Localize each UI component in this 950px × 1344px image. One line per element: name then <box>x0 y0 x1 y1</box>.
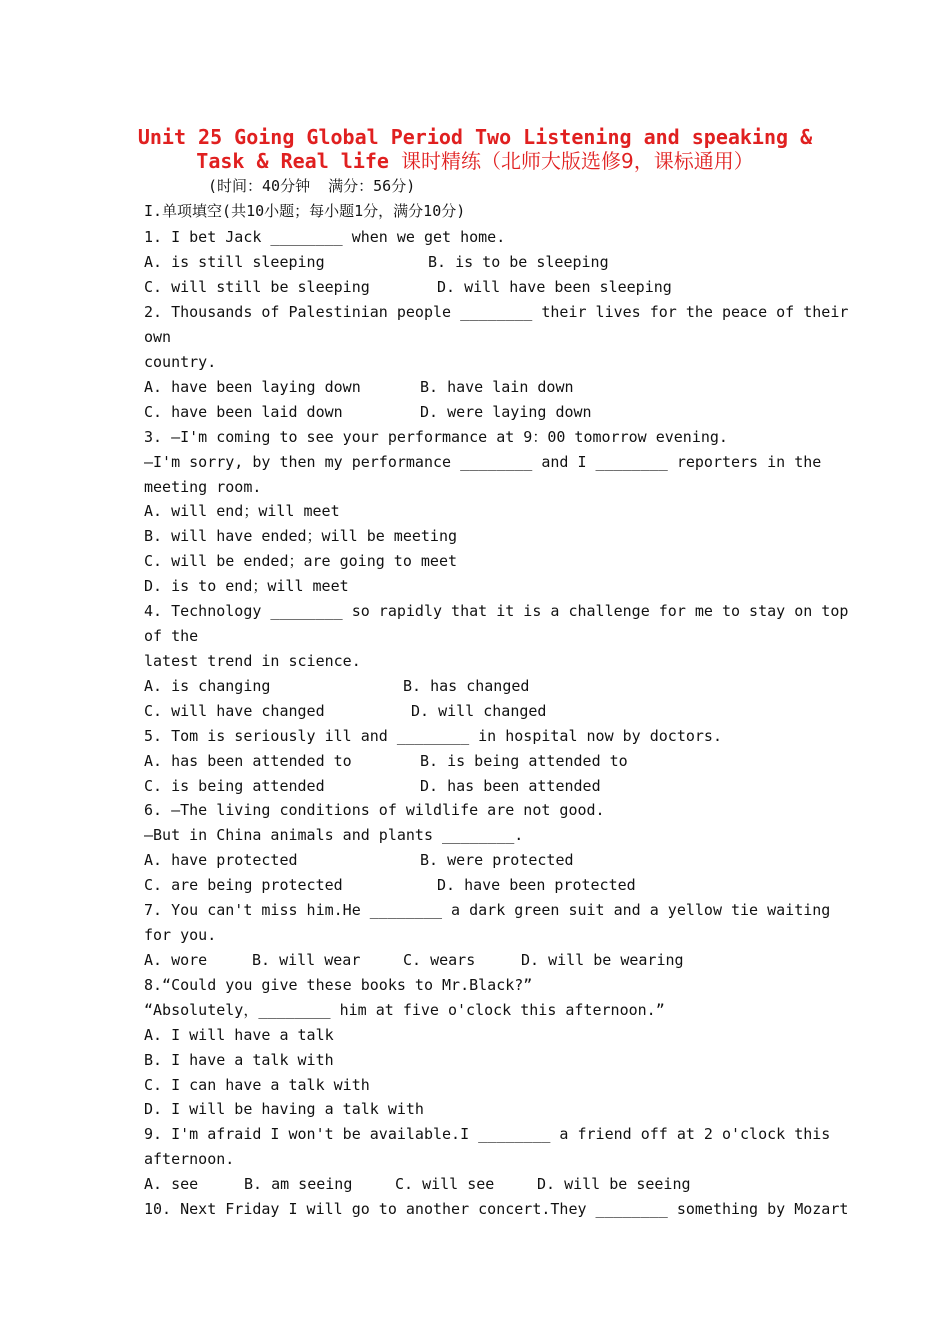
question-6-stem: 6. —The living conditions of wildlife are not good. <box>144 801 605 819</box>
question-1-option-b: B. is to be sleeping <box>428 253 609 271</box>
question-9-option-a: A. see <box>144 1175 199 1193</box>
question-1-option-c: C. will still be sleeping <box>144 278 370 296</box>
question-7-stem: 7. You can't miss him.He ________ a dark green suit and a yellow tie waiting <box>144 901 831 919</box>
question-1-stem: 1. I bet Jack ________ when we get home. <box>144 228 506 246</box>
question-2-stem-cont: own <box>144 328 172 346</box>
question-10-stem: 10. Next Friday I will go to another concert.They ________ something by Mozart <box>144 1200 849 1218</box>
question-5-option-d: D. has been attended <box>420 777 601 795</box>
question-4-option-b: B. has changed <box>403 677 530 695</box>
section-heading: I.单项填空(共10小题；每小题1分，满分10分) <box>144 202 466 220</box>
question-9-option-d: D. will be seeing <box>537 1175 691 1193</box>
question-5-stem: 5. Tom is seriously ill and ________ in hospital now by doctors. <box>144 727 722 745</box>
question-2-stem: 2. Thousands of Palestinian people ________ their lives for the peace of their <box>144 303 849 321</box>
question-3-stem-cont: meeting room. <box>144 478 262 496</box>
question-9-option-b: B. am seeing <box>244 1175 353 1193</box>
question-9-option-c: C. will see <box>395 1175 495 1193</box>
question-7-option-a: A. wore <box>144 951 208 969</box>
question-7-option-c: C. wears <box>403 951 476 969</box>
question-4-option-c: C. will have changed <box>144 702 325 720</box>
question-4-stem-cont: latest trend in science. <box>144 652 361 670</box>
question-8-option-c: C. I can have a talk with <box>144 1076 370 1094</box>
question-6-stem-cont: —But in China animals and plants ________. <box>144 826 524 844</box>
question-4-stem-cont: of the <box>144 627 199 645</box>
document-title-line-2 <box>120 149 830 173</box>
question-1-option-d: D. will have been sleeping <box>437 278 672 296</box>
question-2-option-c: C. have been laid down <box>144 403 343 421</box>
question-7-stem-cont: for you. <box>144 926 217 944</box>
question-6-option-a: A. have protected <box>144 851 298 869</box>
question-2-option-b: B. have lain down <box>420 378 574 396</box>
question-5-option-b: B. is being attended to <box>420 752 628 770</box>
question-2-option-a: A. have been laying down <box>144 378 361 396</box>
question-3-option-b: B. will have ended；will be meeting <box>144 527 458 545</box>
question-8-stem: 8.“Could you give these books to Mr.Black?” <box>144 976 533 994</box>
question-8-stem-cont: “Absolutely，________ him at five o'clock this afternoon.” <box>144 1001 665 1019</box>
question-7-option-d: D. will be wearing <box>521 951 684 969</box>
question-3-option-c: C. will be ended；are going to meet <box>144 552 458 570</box>
question-5-option-c: C. is being attended <box>144 777 325 795</box>
title-chinese-part: 课时精练（北师大版选修9，课标通用） <box>400 149 754 173</box>
question-4-stem: 4. Technology ________ so rapidly that it is a challenge for me to stay on top <box>144 602 849 620</box>
question-6-option-d: D. have been protected <box>437 876 636 894</box>
question-6-option-b: B. were protected <box>420 851 574 869</box>
question-3-stem: 3. —I'm coming to see your performance at 9：00 tomorrow evening. <box>144 428 728 446</box>
question-3-stem-cont: —I'm sorry, by then my performance ________ and I ________ reporters in the <box>144 453 822 471</box>
title-english-part: Task & Real life <box>196 149 401 173</box>
time-and-score-info: (时间：40分钟 满分：56分) <box>208 177 416 195</box>
question-8-option-b: B. I have a talk with <box>144 1051 334 1069</box>
question-9-stem: 9. I'm afraid I won't be available.I ________ a friend off at 2 o'clock this <box>144 1125 831 1143</box>
question-9-stem-cont: afternoon. <box>144 1150 235 1168</box>
document-title-line-1: Unit 25 Going Global Period Two Listening and speaking & <box>137 125 813 149</box>
question-8-option-d: D. I will be having a talk with <box>144 1100 424 1118</box>
question-2-option-d: D. were laying down <box>420 403 592 421</box>
question-3-option-a: A. will end；will meet <box>144 502 340 520</box>
question-2-stem-cont: country. <box>144 353 217 371</box>
question-7-option-b: B. will wear <box>252 951 361 969</box>
question-4-option-d: D. will changed <box>411 702 547 720</box>
question-8-option-a: A. I will have a talk <box>144 1026 334 1044</box>
question-6-option-c: C. are being protected <box>144 876 343 894</box>
question-3-option-d: D. is to end；will meet <box>144 577 349 595</box>
question-4-option-a: A. is changing <box>144 677 271 695</box>
question-5-option-a: A. has been attended to <box>144 752 352 770</box>
question-1-option-a: A. is still sleeping <box>144 253 325 271</box>
